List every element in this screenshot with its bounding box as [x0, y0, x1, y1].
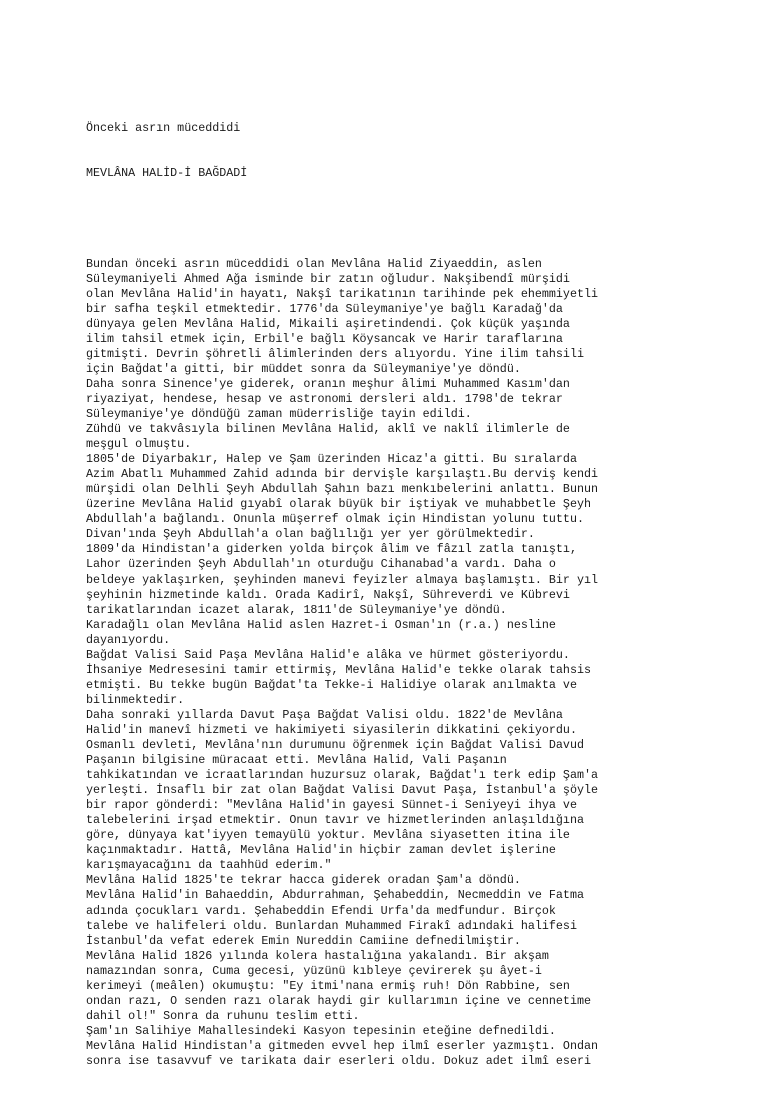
body-line: Daha sonraki yıllarda Davut Paşa Bağdat Valisi oldu. 1822'de Mevlâna	[86, 707, 563, 722]
body-line: talebe ve halifeleri oldu. Bunlardan Muhammed Firakî adındaki halifesi	[86, 918, 577, 933]
document-body	[86, 257, 756, 1070]
document-text	[86, 91, 756, 1099]
body-line: ondan razı, O senden razı olarak haydi gir kullarımın içine ve cennetime	[86, 993, 591, 1008]
body-line: riyaziyat, hendese, hesap ve astronomi dersleri aldı. 1798'de tekrar	[86, 391, 563, 406]
body-line: Daha sonra Sinence'ye giderek, oranın meşhur âlimi Muhammed Kasım'dan	[86, 376, 570, 391]
body-line: gitmişti. Devrin şöhretli âlimlerinden ders alıyordu. Yine ilim tahsili	[86, 346, 584, 361]
body-line: şeyhinin hizmetinde kaldı. Orada Kadirî, Nakşî, Sühreverdi ve Kübrevi	[86, 587, 570, 602]
document-subtitle: Önceki asrın müceddidi	[86, 121, 241, 136]
body-line: tarikatlarından icazet alarak, 1811'de Süleymaniye'ye döndü.	[86, 602, 507, 617]
body-line: kerimeyi (meâlen) okumuştu: "Ey itmi'nana ermiş ruh! Dön Rabbine, sen	[86, 978, 570, 993]
document-title: MEVLÂNA HALİD-İ BAĞDADİ	[86, 166, 248, 181]
body-line: meşgul olmuştu.	[86, 437, 192, 452]
body-line: Lahor üzerinden Şeyh Abdullah'ın oturduğu Cihanabad'a vardı. Daha o	[86, 557, 556, 572]
body-line: namazından sonra, Cuma gecesi, yüzünü kıbleye çevirerek şu âyet-i	[86, 963, 542, 978]
body-line: dahil ol!" Sonra da ruhunu teslim etti.	[86, 1008, 360, 1023]
body-line: Bağdat Valisi Said Paşa Mevlâna Halid'e alâka ve hürmet gösteriyordu.	[86, 647, 570, 662]
body-line: İstanbul'da vefat ederek Emin Nureddin Camiine defnedilmiştir.	[86, 933, 521, 948]
body-line: Şam'ın Salihiye Mahallesindeki Kasyon tepesinin eteğine defnedildi.	[86, 1023, 556, 1038]
body-line: adında çocukları vardı. Şehabeddin Efendi Urfa'da medfundur. Birçok	[86, 903, 556, 918]
body-line: mürşidi olan Delhli Şeyh Abdullah Şahın bazı menkıbelerini anlattı. Bunun	[86, 482, 598, 497]
body-line: göre, dünyaya kat'iyyen temayülü yoktur. Mevlâna siyasetten itina ile	[86, 828, 570, 843]
body-line: olan Mevlâna Halid'in hayatı, Nakşî tarikatının tarihinde pek ehemmiyetli	[86, 286, 598, 301]
body-line: ilim tahsil etmek için, Erbil'e bağlı Köysancak ve Harir taraflarına	[86, 331, 563, 346]
body-line: İhsaniye Medresesini tamir ettirmiş, Mevlâna Halid'e tekke olarak tahsis	[86, 662, 591, 677]
body-line: kaçınmaktadır. Hattâ, Mevlâna Halid'in hiçbir zaman devlet işlerine	[86, 843, 556, 858]
body-line: 1809'da Hindistan'a giderken yolda birçok âlim ve fâzıl zatla tanıştı,	[86, 542, 577, 557]
body-line: Divan'ında Şeyh Abdullah'a olan bağlılığı yer yer görülmektedir.	[86, 527, 535, 542]
blank-line	[86, 211, 756, 226]
body-line: yerleşti. İnsaflı bir zat olan Bağdat Valisi Davut Paşa, İstanbul'a şöyle	[86, 783, 598, 798]
body-line: etmişti. Bu tekke bugün Bağdat'ta Tekke-i Halidiye olarak anılmakta ve	[86, 677, 577, 692]
body-line: Osmanlı devleti, Mevlâna'nın durumunu öğrenmek için Bağdat Valisi Davud	[86, 738, 584, 753]
body-line: Azim Abatlı Muhammed Zahid adında bir dervişle karşılaştı.Bu derviş kendi	[86, 467, 598, 482]
body-line: Zühdü ve takvâsıyla bilinen Mevlâna Halid, aklî ve naklî ilimlerle de	[86, 422, 570, 437]
body-line: Süleymaniyeli Ahmed Ağa isminde bir zatın oğludur. Nakşibendî mürşidi	[86, 271, 570, 286]
body-line: Bundan önceki asrın müceddidi olan Mevlâna Halid Ziyaeddin, aslen	[86, 256, 542, 271]
body-line: için Bağdat'a gitti, bir müddet sonra da Süleymaniye'ye döndü.	[86, 361, 521, 376]
body-line: tahkikatından ve icraatlarından huzursuz olarak, Bağdat'ı terk edip Şam'a	[86, 768, 598, 783]
body-line: Mevlâna Halid'in Bahaeddin, Abdurrahman, Şehabeddin, Necmeddin ve Fatma	[86, 888, 584, 903]
body-line: dayanıyordu.	[86, 632, 171, 647]
body-line: karışmayacağını da taahhüd ederim."	[86, 858, 332, 873]
body-line: Süleymaniye'ye döndüğü zaman müderrisliğe tayin edildi.	[86, 406, 472, 421]
body-line: Abdullah'a bağlandı. Onunla müşerref olmak için Hindistan yolunu tuttu.	[86, 512, 584, 527]
body-line: Paşanın bilgisine müracaat etti. Mevlâna Halid, Vali Paşanın	[86, 753, 507, 768]
body-line: beldeye yaklaşırken, şeyhinden manevi feyizler almaya başlamıştı. Bir yıl	[86, 572, 598, 587]
body-line: Karadağlı olan Mevlâna Halid aslen Hazret-i Osman'ın (r.a.) nesline	[86, 617, 556, 632]
body-line: Halid'in manevî hizmeti ve hakimiyeti siyasilerin dikkatini çekiyordu.	[86, 722, 577, 737]
body-line: dünyaya gelen Mevlâna Halid, Mikaili aşiretindendi. Çok küçük yaşında	[86, 316, 570, 331]
body-line: 1805'de Diyarbakır, Halep ve Şam üzerinden Hicaz'a gitti. Bu sıralarda	[86, 452, 577, 467]
body-line: sonra ise tasavvuf ve tarikata dair eserleri oldu. Dokuz adet ilmî eseri	[86, 1054, 591, 1068]
body-line: talebelerini irşad etmektir. Onun tavır ve hizmetlerinden anlaşıldığına	[86, 813, 584, 828]
body-line: Mevlâna Halid 1825'te tekrar hacca giderek oradan Şam'a döndü.	[86, 873, 521, 888]
body-line: Mevlâna Halid Hindistan'a gitmeden evvel hep ilmî eserler yazmıştı. Ondan	[86, 1038, 598, 1053]
body-line: bir safha teşkil etmektedir. 1776'da Süleymaniye'ye bağlı Karadağ'da	[86, 301, 563, 316]
body-line: bir rapor gönderdi: "Mevlâna Halid'in gayesi Sünnet-i Seniyeyi ihya ve	[86, 798, 577, 813]
body-line: bilinmektedir.	[86, 692, 185, 707]
body-line: üzerine Mevlâna Halid gıyabî olarak büyük bir iştiyak ve muhabbetle Şeyh	[86, 497, 591, 512]
body-line: Mevlâna Halid 1826 yılında kolera hastalığına yakalandı. Bir akşam	[86, 948, 549, 963]
